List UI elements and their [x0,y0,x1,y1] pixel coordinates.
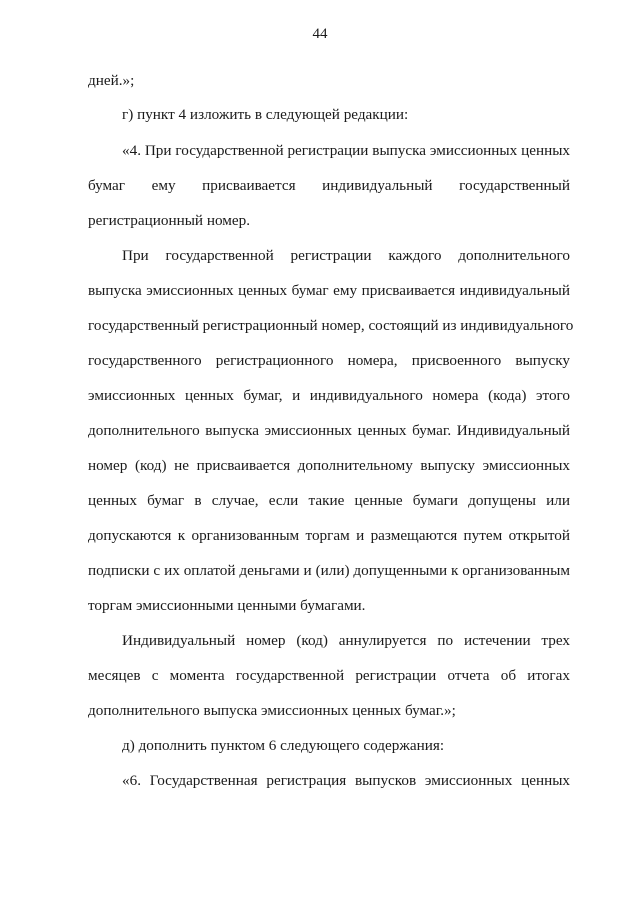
text-line: месяцев с момента государственной регистрации отчета об итогах [88,667,570,684]
text-line: дополнительного выпуска эмиссионных ценных бумаг.»; [88,702,456,719]
text-line: дополнительного выпуска эмиссионных ценных бумаг. Индивидуальный [88,422,570,439]
text-line: Индивидуальный номер (код) аннулируется по истечении трех [122,632,570,649]
text-line: государственного регистрационного номера, присвоенного выпуску [88,352,570,369]
text-line: торгам эмиссионными ценными бумагами. [88,597,366,614]
text-line: регистрационный номер. [88,212,250,229]
text-line: бумаг ему присваивается индивидуальный государственный [88,177,570,194]
text-line: номер (код) не присваивается дополнительному выпуску эмиссионных [88,457,570,474]
text-line: дней.»; [88,72,135,89]
text-line: подписки с их оплатой деньгами и (или) допущенными к организованным [88,562,570,579]
text-line: эмиссионных ценных бумаг, и индивидуального номера (кода) этого [88,387,570,404]
text-line: г) пункт 4 изложить в следующей редакции: [122,106,409,123]
text-line: д) дополнить пунктом 6 следующего содержания: [122,737,445,754]
text-line: государственный регистрационный номер, состоящий из индивидуального [88,317,574,334]
page-number: 44 [312,26,328,42]
text-line: «6. Государственная регистрация выпусков эмиссионных ценных [122,772,570,789]
text-line: допускаются к организованным торгам и размещаются путем открытой [88,527,570,544]
text-line: «4. При государственной регистрации выпуска эмиссионных ценных [122,142,570,159]
text-line: выпуска эмиссионных ценных бумаг ему присваивается индивидуальный [88,282,570,299]
text-line: ценных бумаг в случае, если такие ценные бумаги допущены или [88,492,570,509]
text-line: При государственной регистрации каждого дополнительного [122,247,570,264]
